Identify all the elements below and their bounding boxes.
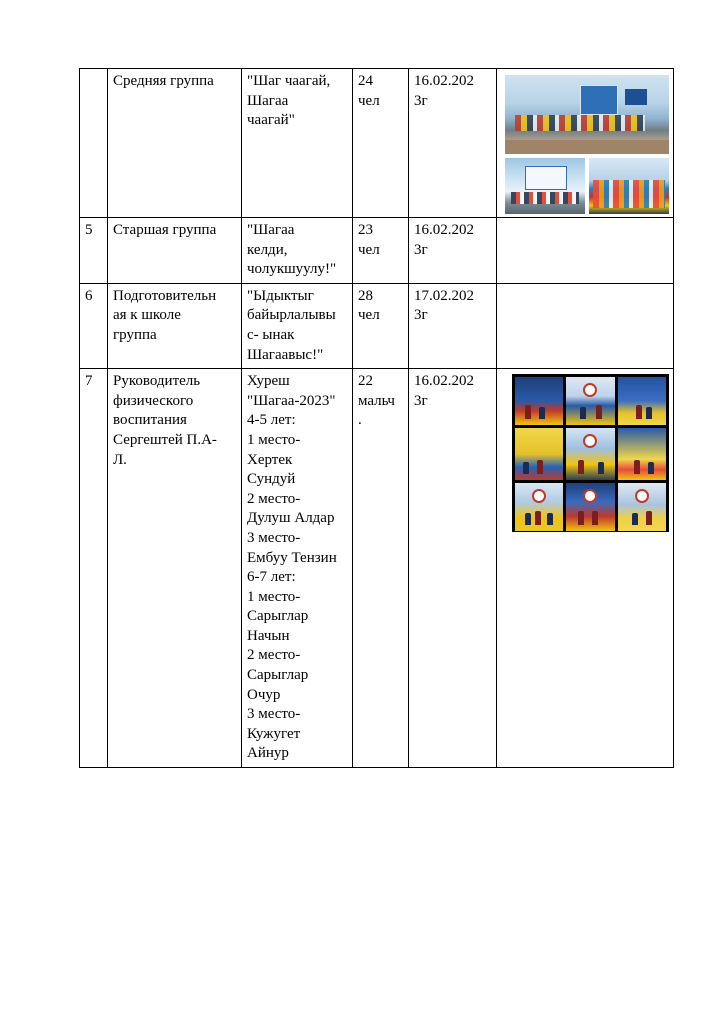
event-text: Сундуй	[247, 471, 296, 488]
date-text: 3г	[414, 392, 428, 409]
event-cell	[242, 283, 353, 368]
participants-text: 28	[358, 287, 373, 304]
date-text: 3г	[414, 92, 428, 109]
collage-photo	[515, 483, 563, 531]
participants-cell	[353, 283, 409, 368]
event-cell	[242, 218, 353, 284]
participants-text: .	[358, 412, 362, 429]
collage-photo	[618, 428, 666, 480]
row-number-cell	[80, 369, 108, 768]
event-text: Кужугет	[247, 725, 301, 742]
group-text: воспитания	[113, 412, 187, 429]
hall-photo	[505, 75, 669, 154]
event-text: Начын	[247, 627, 290, 644]
participants-text: 23	[358, 222, 373, 238]
wrestling-collage	[512, 374, 669, 532]
group-text: физического	[113, 392, 194, 409]
collage-photo	[618, 483, 666, 531]
table-row	[80, 69, 674, 218]
date-cell	[409, 369, 497, 768]
row-number: 7	[85, 373, 93, 390]
date-text: 3г	[414, 307, 428, 324]
event-text: чаагай"	[247, 112, 295, 129]
event-text: "Шагаа	[247, 222, 295, 238]
event-text: Сарыглар	[247, 608, 309, 625]
group-text: ая к школе	[113, 307, 181, 324]
group-photo	[589, 158, 669, 214]
event-text: "Ыдыктыг	[247, 287, 314, 304]
event-text: 6-7 лет:	[247, 569, 296, 586]
event-text: 1 место-	[247, 588, 301, 605]
group-text: Л.	[113, 451, 127, 468]
group-cell	[108, 283, 242, 368]
group-text: группа	[113, 326, 157, 343]
group-text: Средняя группа	[113, 73, 214, 89]
row-number: 6	[85, 287, 93, 304]
event-text: "Шаг чаагай,	[247, 73, 331, 89]
event-text: Дулуш Алдар	[247, 510, 335, 527]
group-cell	[108, 218, 242, 284]
events-table	[79, 68, 674, 768]
date-cell	[409, 69, 497, 218]
event-text: с- ынак	[247, 326, 295, 343]
participants-text: чел	[358, 241, 380, 258]
table-row	[80, 369, 674, 768]
event-text: Шагаа	[247, 92, 289, 109]
participants-text: 22	[358, 373, 373, 390]
event-text: байырлалывы	[247, 307, 336, 324]
row-number: 5	[85, 222, 93, 238]
row-number-cell	[80, 283, 108, 368]
row-number-cell	[80, 218, 108, 284]
event-text: Хертек	[247, 451, 293, 468]
date-text: 16.02.202	[414, 73, 474, 89]
photo-cell	[497, 283, 674, 368]
participants-cell	[353, 369, 409, 768]
collage-photo	[566, 377, 614, 425]
group-text: Старшая группа	[113, 222, 217, 238]
event-text: 2 место-	[247, 490, 301, 507]
event-cell	[242, 369, 353, 768]
event-text: 1 место-	[247, 431, 301, 448]
participants-text: мальч	[358, 392, 395, 409]
group-text: Сергештей П.А-	[113, 431, 217, 448]
group-cell	[108, 69, 242, 218]
event-text: Очур	[247, 686, 281, 703]
collage-photo	[618, 377, 666, 425]
stage-photo	[505, 158, 585, 214]
group-text: Руководитель	[113, 373, 201, 390]
participants-text: чел	[358, 92, 380, 109]
participants-cell	[353, 69, 409, 218]
group-cell	[108, 369, 242, 768]
event-text: "Шагаа-2023"	[247, 392, 336, 409]
event-text: чолукшуулу!"	[247, 261, 337, 278]
event-text: Айнур	[247, 745, 289, 762]
photo-cell	[497, 69, 674, 218]
date-cell	[409, 218, 497, 284]
event-text: Ембуу Тензин	[247, 549, 337, 566]
collage-photo	[566, 428, 614, 480]
collage-photo	[515, 377, 563, 425]
date-text: 16.02.202	[414, 222, 474, 238]
event-text: Сарыглар	[247, 667, 309, 684]
event-text: 2 место-	[247, 647, 301, 664]
date-text: 17.02.202	[414, 287, 474, 304]
table-row	[80, 283, 674, 368]
participants-text: 24	[358, 73, 373, 89]
date-text: 3г	[414, 241, 428, 258]
participants-cell	[353, 218, 409, 284]
date-text: 16.02.202	[414, 373, 474, 390]
event-text: келди,	[247, 241, 288, 258]
collage-photo	[515, 428, 563, 480]
date-cell	[409, 283, 497, 368]
event-text: 3 место-	[247, 706, 301, 723]
collage-photo	[566, 483, 614, 531]
event-text: 4-5 лет:	[247, 412, 296, 429]
event-text: Шагаавыс!"	[247, 346, 324, 363]
table-row	[80, 218, 674, 284]
group-text: Подготовительн	[113, 287, 217, 304]
participants-text: чел	[358, 307, 380, 324]
event-cell	[242, 69, 353, 218]
row-number-cell	[80, 69, 108, 218]
event-text: 3 место-	[247, 529, 301, 546]
photo-cell	[497, 369, 674, 768]
photo-cell	[497, 218, 674, 284]
event-text: Хуреш	[247, 373, 290, 390]
